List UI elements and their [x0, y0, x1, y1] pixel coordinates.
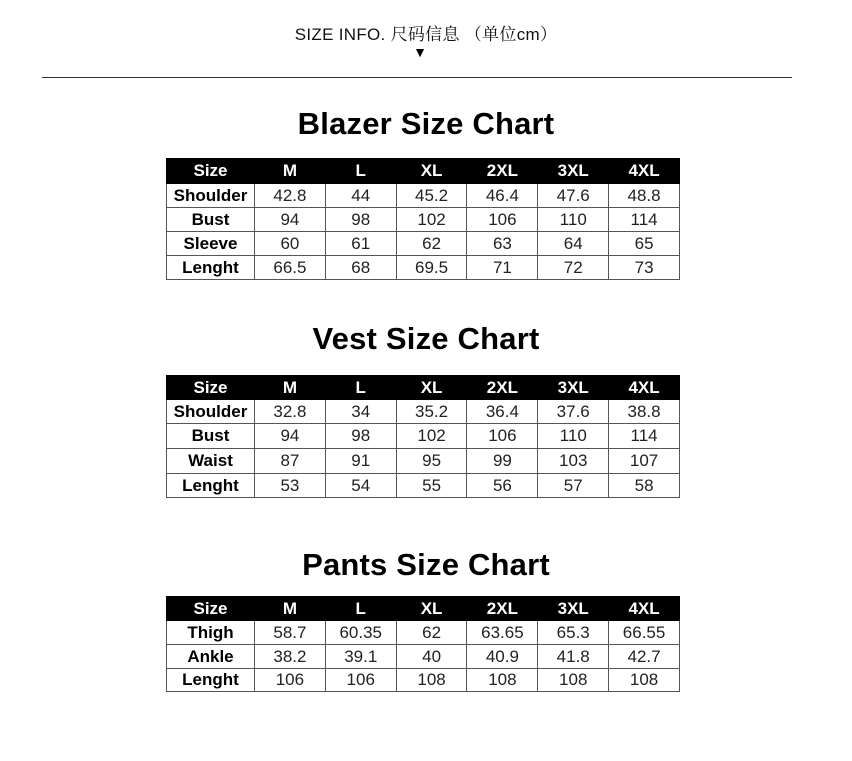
row-label: Shoulder	[167, 184, 255, 208]
table-cell: 58.7	[255, 621, 326, 645]
blazer-chart-title: Blazer Size Chart	[297, 106, 555, 141]
table-cell: 55	[396, 474, 467, 498]
table-cell: 71	[467, 256, 538, 280]
size-info-header: SIZE INFO. 尺码信息 （单位cm）	[294, 25, 558, 44]
table-cell: 102	[396, 424, 467, 449]
table-row	[167, 400, 680, 424]
table-cell: 106	[467, 424, 538, 449]
row-label: Lenght	[167, 474, 255, 498]
table-cell: 114	[609, 208, 680, 232]
column-header: 3XL	[538, 376, 609, 400]
table-cell: 99	[467, 449, 538, 474]
table-cell: 107	[609, 449, 680, 474]
table-cell: 60.35	[325, 621, 396, 645]
table-cell: 63	[467, 232, 538, 256]
column-header: 4XL	[609, 159, 680, 184]
table-cell: 106	[325, 669, 396, 692]
table-cell: 39.1	[325, 645, 396, 669]
table-row	[167, 449, 680, 474]
column-header: XL	[396, 376, 467, 400]
pants-size-table	[166, 596, 680, 692]
table-row	[167, 474, 680, 498]
table-row	[167, 232, 680, 256]
column-header: XL	[396, 159, 467, 184]
table-cell: 65.3	[538, 621, 609, 645]
table-cell: 110	[538, 208, 609, 232]
table-row	[167, 208, 680, 232]
table-row	[167, 424, 680, 449]
table-cell: 108	[609, 669, 680, 692]
vest-chart-title: Vest Size Chart	[312, 321, 540, 356]
table-cell: 95	[396, 449, 467, 474]
table-row	[167, 256, 680, 280]
column-header: Size	[167, 159, 255, 184]
column-header: 4XL	[609, 597, 680, 621]
table-cell: 106	[255, 669, 326, 692]
column-header: M	[255, 159, 326, 184]
table-cell: 114	[609, 424, 680, 449]
table-cell: 94	[255, 424, 326, 449]
table-cell: 108	[467, 669, 538, 692]
table-cell: 98	[325, 424, 396, 449]
table-cell: 61	[325, 232, 396, 256]
table-cell: 106	[467, 208, 538, 232]
table-cell: 64	[538, 232, 609, 256]
down-triangle-icon: ▼	[413, 44, 427, 60]
table-header-row	[167, 159, 680, 184]
table-cell: 36.4	[467, 400, 538, 424]
table-cell: 37.6	[538, 400, 609, 424]
table-cell: 56	[467, 474, 538, 498]
table-cell: 62	[396, 232, 467, 256]
column-header: 2XL	[467, 376, 538, 400]
column-header: L	[325, 597, 396, 621]
column-header: L	[325, 159, 396, 184]
table-cell: 35.2	[396, 400, 467, 424]
table-row	[167, 645, 680, 669]
column-header: 3XL	[538, 159, 609, 184]
table-cell: 65	[609, 232, 680, 256]
column-header: L	[325, 376, 396, 400]
table-cell: 38.2	[255, 645, 326, 669]
table-cell: 40.9	[467, 645, 538, 669]
divider	[42, 77, 792, 78]
table-cell: 73	[609, 256, 680, 280]
row-label: Lenght	[167, 669, 255, 692]
table-cell: 108	[396, 669, 467, 692]
row-label: Lenght	[167, 256, 255, 280]
column-header: XL	[396, 597, 467, 621]
pants-chart-title: Pants Size Chart	[302, 547, 550, 582]
table-cell: 66.55	[609, 621, 680, 645]
table-cell: 108	[538, 669, 609, 692]
table-cell: 66.5	[255, 256, 326, 280]
table-cell: 68	[325, 256, 396, 280]
table-cell: 53	[255, 474, 326, 498]
column-header: 4XL	[609, 376, 680, 400]
table-cell: 48.8	[609, 184, 680, 208]
column-header: Size	[167, 597, 255, 621]
table-row	[167, 669, 680, 692]
column-header: M	[255, 597, 326, 621]
row-label: Thigh	[167, 621, 255, 645]
table-cell: 32.8	[255, 400, 326, 424]
table-header-row	[167, 597, 680, 621]
table-cell: 69.5	[396, 256, 467, 280]
table-cell: 44	[325, 184, 396, 208]
table-cell: 91	[325, 449, 396, 474]
row-label: Waist	[167, 449, 255, 474]
table-cell: 63.65	[467, 621, 538, 645]
table-cell: 42.8	[255, 184, 326, 208]
table-cell: 42.7	[609, 645, 680, 669]
table-cell: 47.6	[538, 184, 609, 208]
table-cell: 87	[255, 449, 326, 474]
table-cell: 103	[538, 449, 609, 474]
table-row	[167, 184, 680, 208]
table-cell: 98	[325, 208, 396, 232]
row-label: Bust	[167, 208, 255, 232]
column-header: Size	[167, 376, 255, 400]
table-cell: 41.8	[538, 645, 609, 669]
row-label: Sleeve	[167, 232, 255, 256]
table-cell: 38.8	[609, 400, 680, 424]
table-cell: 110	[538, 424, 609, 449]
table-header-row	[167, 376, 680, 400]
row-label: Bust	[167, 424, 255, 449]
table-cell: 58	[609, 474, 680, 498]
table-row	[167, 621, 680, 645]
table-cell: 34	[325, 400, 396, 424]
table-cell: 102	[396, 208, 467, 232]
blazer-size-table	[166, 158, 680, 280]
table-cell: 94	[255, 208, 326, 232]
column-header: M	[255, 376, 326, 400]
column-header: 2XL	[467, 597, 538, 621]
table-cell: 54	[325, 474, 396, 498]
table-cell: 57	[538, 474, 609, 498]
table-cell: 46.4	[467, 184, 538, 208]
column-header: 3XL	[538, 597, 609, 621]
row-label: Shoulder	[167, 400, 255, 424]
table-cell: 45.2	[396, 184, 467, 208]
table-cell: 62	[396, 621, 467, 645]
row-label: Ankle	[167, 645, 255, 669]
table-cell: 60	[255, 232, 326, 256]
table-cell: 40	[396, 645, 467, 669]
column-header: 2XL	[467, 159, 538, 184]
table-cell: 72	[538, 256, 609, 280]
vest-size-table	[166, 375, 680, 498]
